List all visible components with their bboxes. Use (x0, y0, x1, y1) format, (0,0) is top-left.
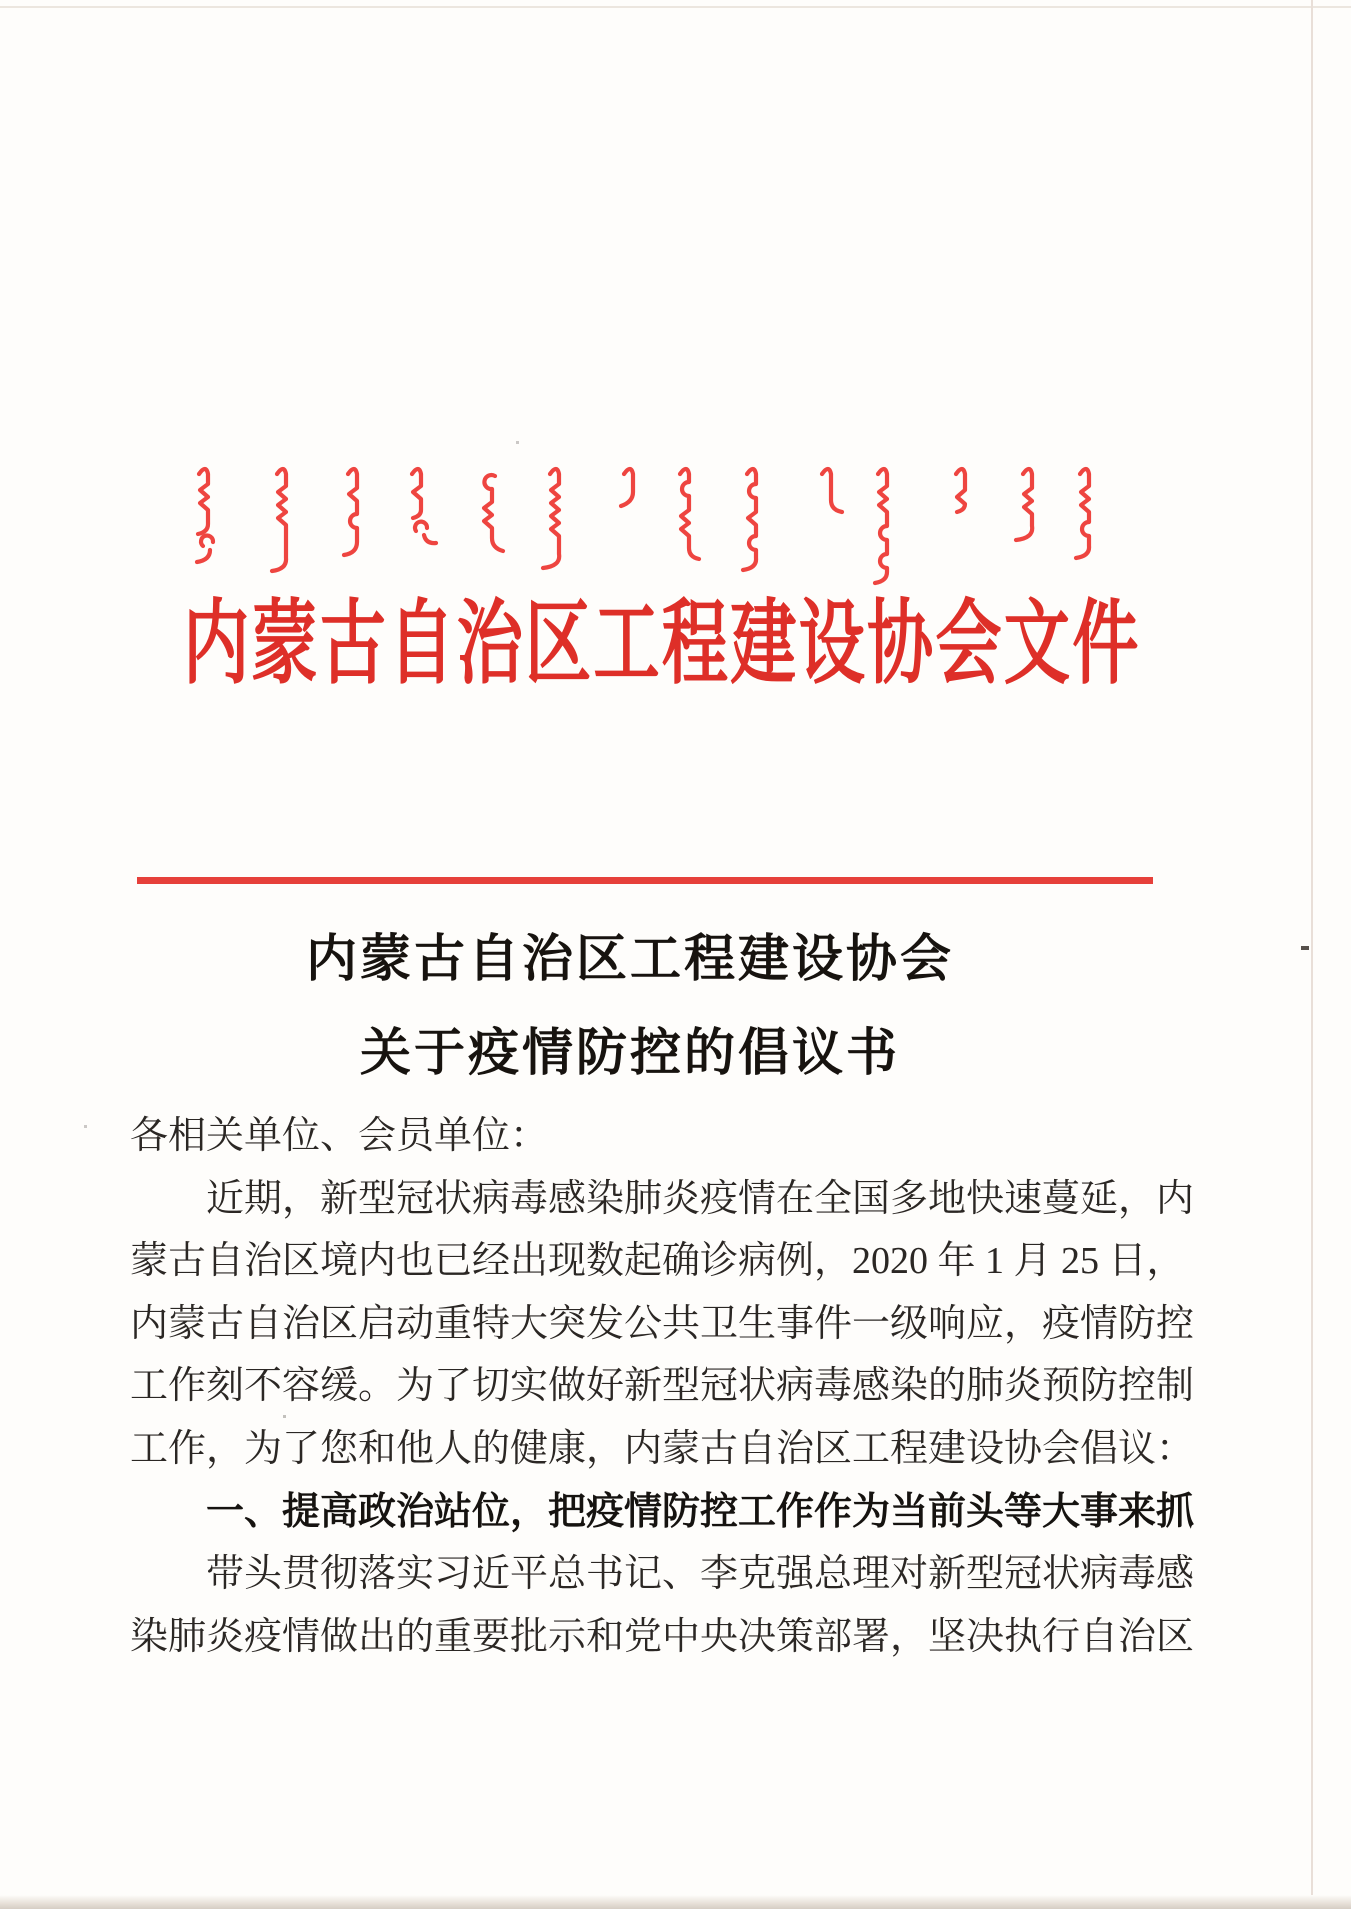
body-line: 染肺炎疫情做出的重要批示和党中央决策部署，坚决执行自治区 (130, 1615, 1195, 1658)
scan-speck (84, 1125, 87, 1128)
document-body (130, 1105, 1205, 1668)
salutation-line: 各相关单位、会员单位： (130, 1115, 549, 1157)
scan-speck (1301, 946, 1309, 950)
scan-speck (516, 441, 519, 444)
body-line: 工作，为了您和他人的健康，内蒙古自治区工程建设协会倡议： (130, 1427, 1195, 1470)
body-line: 蒙古自治区境内也已经出现数起确诊病例，2020 年 1 月 25 日， (130, 1240, 1185, 1283)
body-line: 近期，新型冠状病毒感染肺炎疫情在全国多地快速蔓延，内 (206, 1177, 1195, 1220)
body-line: 带头贯彻落实习近平总书记、李克强总理对新型冠状病毒感 (206, 1553, 1195, 1596)
body-line: 工作刻不容缓。为了切实做好新型冠状病毒感染的肺炎预防控制 (130, 1365, 1195, 1408)
document-title (0, 916, 1260, 1104)
section-heading-line: 一、提高政治站位，把疫情防控工作作为当前头等大事来抓 (206, 1490, 1195, 1533)
body-line: 内蒙古自治区启动重特大突发公共卫生事件一级响应，疫情防控 (130, 1302, 1195, 1345)
scan-top-edge (0, 6, 1351, 8)
org-letterhead-title: 内蒙古自治区工程建设协会文件 (183, 593, 1141, 695)
scan-right-edge (1311, 0, 1313, 1909)
document-title-line2: 关于疫情防控的倡议书 (359, 1026, 900, 1082)
document-title-line1: 内蒙古自治区工程建设协会 (305, 932, 954, 988)
letterhead-divider-rule (137, 877, 1153, 884)
scan-bottom-shadow (0, 1895, 1351, 1909)
